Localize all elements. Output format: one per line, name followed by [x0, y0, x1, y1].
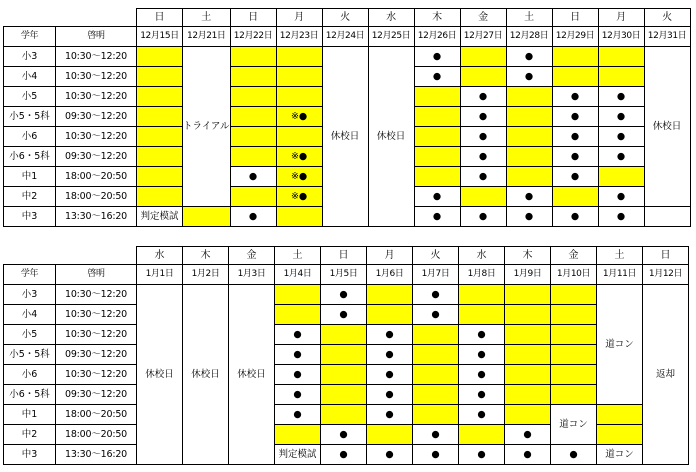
class-dot: ● — [552, 147, 598, 167]
schedule-cell — [230, 107, 276, 127]
grade-header: 学年 — [4, 265, 56, 285]
schedule-cell — [137, 87, 183, 107]
weekday-cell: 土 — [597, 247, 643, 265]
date-cell: 12月23日 — [276, 27, 322, 47]
weekday-cell: 木 — [505, 247, 551, 265]
closed-day-cell: 休校日 — [229, 285, 275, 465]
dokon-exam-cell: 道コン — [551, 405, 597, 445]
class-dot: ● — [460, 107, 506, 127]
class-dot: ● — [275, 405, 321, 425]
grade-cell: 小5・5科 — [4, 107, 56, 127]
special-class-cell: ※● — [276, 187, 322, 207]
class-dot: ● — [552, 127, 598, 147]
grade-cell: 小6・5科 — [4, 385, 56, 405]
class-dot: ● — [230, 167, 276, 187]
grade-cell: 小6・5科 — [4, 147, 56, 167]
schedule-cell — [598, 47, 644, 67]
schedule-cell — [505, 385, 551, 405]
january-schedule-table — [3, 246, 689, 465]
time-cell: 10:30～12:20 — [56, 365, 137, 385]
grade-header: 学年 — [4, 27, 56, 47]
schedule-cell — [505, 305, 551, 325]
table-row — [4, 345, 689, 365]
december-schedule-table — [3, 8, 691, 227]
schedule-cell — [230, 127, 276, 147]
weekday-cell: 金 — [551, 247, 597, 265]
class-dot: ● — [414, 47, 460, 67]
schedule-cell — [321, 365, 367, 385]
class-dot: ● — [460, 127, 506, 147]
weekday-cell: 火 — [644, 9, 690, 27]
schedule-cell — [460, 187, 506, 207]
closed-day-cell: 休校日 — [322, 47, 368, 227]
weekday-cell: 木 — [183, 247, 229, 265]
closed-day-cell: 休校日 — [644, 47, 690, 207]
grade-cell: 小4 — [4, 305, 56, 325]
weekday-cell: 土 — [506, 9, 552, 27]
schedule-cell — [276, 87, 322, 107]
class-dot: ● — [367, 405, 413, 425]
schedule-cell — [137, 67, 183, 87]
weekday-cell: 水 — [459, 247, 505, 265]
grade-cell: 小6 — [4, 127, 56, 147]
schedule-cell — [137, 47, 183, 67]
schedule-cell — [413, 365, 459, 385]
time-cell: 18:00～20:50 — [56, 167, 137, 187]
time-cell: 18:00～20:50 — [56, 187, 137, 207]
dokon-exam-cell: 道コン — [597, 285, 643, 405]
special-class-cell: ※● — [276, 167, 322, 187]
grade-cell: 小3 — [4, 285, 56, 305]
schedule-cell — [460, 47, 506, 67]
time-cell: 10:30～12:20 — [56, 87, 137, 107]
date-cell: 1月11日 — [597, 265, 643, 285]
schedule-cell — [414, 107, 460, 127]
schedule-cell — [552, 47, 598, 67]
schedule-cell — [551, 305, 597, 325]
class-dot: ● — [459, 405, 505, 425]
schedule-cell — [551, 345, 597, 365]
schedule-cell — [321, 325, 367, 345]
schedule-cell — [413, 325, 459, 345]
time-cell: 10:30～12:20 — [56, 67, 137, 87]
class-dot: ● — [321, 305, 367, 325]
schedule-cell — [413, 405, 459, 425]
weekday-cell: 日 — [552, 9, 598, 27]
date-cell: 1月8日 — [459, 265, 505, 285]
grade-cell: 小5・5科 — [4, 345, 56, 365]
exam-cell: 判定模試 — [275, 445, 321, 465]
date-cell: 12月28日 — [506, 27, 552, 47]
grade-cell: 中3 — [4, 207, 56, 227]
time-cell: 09:30～12:20 — [56, 385, 137, 405]
class-dot: ● — [598, 87, 644, 107]
class-dot: ● — [414, 187, 460, 207]
special-class-cell: ※● — [276, 147, 322, 167]
table-row — [4, 365, 689, 385]
class-dot: ● — [367, 345, 413, 365]
class-dot: ● — [598, 207, 644, 227]
class-dot: ● — [598, 187, 644, 207]
class-dot: ● — [552, 167, 598, 187]
class-dot: ● — [414, 67, 460, 87]
class-dot: ● — [367, 325, 413, 345]
weekday-cell: 水 — [137, 247, 183, 265]
schedule-cell — [230, 47, 276, 67]
grade-cell: 小6 — [4, 365, 56, 385]
schedule-cell — [597, 405, 643, 425]
class-dot: ● — [506, 187, 552, 207]
date-cell: 12月30日 — [598, 27, 644, 47]
time-cell: 13:30～16:20 — [56, 445, 137, 465]
date-cell: 1月3日 — [229, 265, 275, 285]
schedule-cell — [414, 87, 460, 107]
schedule-cell — [276, 67, 322, 87]
weekday-cell: 木 — [414, 9, 460, 27]
class-dot: ● — [598, 127, 644, 147]
tryout-cell: トライアル — [183, 47, 231, 207]
date-cell: 1月12日 — [643, 265, 689, 285]
exam-cell: 判定模試 — [137, 207, 183, 227]
schedule-cell — [506, 167, 552, 187]
schedule-cell — [276, 207, 322, 227]
class-dot: ● — [460, 87, 506, 107]
class-dot: ● — [598, 147, 644, 167]
time-cell: 13:30～16:20 — [56, 207, 137, 227]
schedule-cell — [506, 147, 552, 167]
class-dot: ● — [460, 147, 506, 167]
schedule-cell — [505, 285, 551, 305]
schedule-cell — [275, 285, 321, 305]
schedule-cell — [552, 187, 598, 207]
schedule-cell — [459, 425, 505, 445]
schedule-cell — [414, 127, 460, 147]
date-cell: 1月5日 — [321, 265, 367, 285]
date-cell: 12月15日 — [137, 27, 183, 47]
time-header: 啓明 — [56, 265, 137, 285]
schedule-cell — [598, 167, 644, 187]
class-dot: ● — [505, 445, 551, 465]
class-dot: ● — [367, 445, 413, 465]
time-cell: 10:30～12:20 — [56, 305, 137, 325]
return-cell: 返却 — [643, 285, 689, 465]
grade-cell: 中3 — [4, 445, 56, 465]
date-cell: 12月26日 — [414, 27, 460, 47]
class-dot: ● — [230, 207, 276, 227]
class-dot: ● — [413, 425, 459, 445]
time-cell: 09:30～12:20 — [56, 345, 137, 365]
date-cell: 12月21日 — [183, 27, 231, 47]
date-cell: 12月29日 — [552, 27, 598, 47]
schedule-cell — [275, 425, 321, 445]
schedule-cell — [230, 187, 276, 207]
schedule-cell — [597, 425, 643, 445]
table-row — [4, 325, 689, 345]
weekday-cell: 日 — [321, 247, 367, 265]
class-dot: ● — [275, 345, 321, 365]
schedule-cell — [506, 107, 552, 127]
schedule-cell — [413, 345, 459, 365]
time-cell: 10:30～12:20 — [56, 285, 137, 305]
closed-day-cell: 休校日 — [183, 285, 229, 465]
class-dot: ● — [413, 445, 459, 465]
class-dot: ● — [552, 207, 598, 227]
schedule-cell — [321, 345, 367, 365]
class-dot: ● — [505, 425, 551, 445]
class-dot: ● — [459, 365, 505, 385]
class-dot: ● — [598, 107, 644, 127]
schedule-cell — [413, 385, 459, 405]
time-cell: 09:30～12:20 — [56, 107, 137, 127]
class-dot: ● — [459, 445, 505, 465]
class-dot: ● — [459, 345, 505, 365]
schedule-cell — [276, 127, 322, 147]
weekday-cell: 火 — [413, 247, 459, 265]
schedule-cell — [137, 107, 183, 127]
schedule-cell — [551, 385, 597, 405]
class-dot: ● — [275, 325, 321, 345]
weekday-cell: 日 — [137, 9, 183, 27]
date-cell: 1月10日 — [551, 265, 597, 285]
weekday-cell: 水 — [368, 9, 414, 27]
time-cell: 10:30～12:20 — [56, 325, 137, 345]
schedule-cell — [230, 87, 276, 107]
class-dot: ● — [321, 425, 367, 445]
date-cell: 1月1日 — [137, 265, 183, 285]
schedule-cell — [505, 345, 551, 365]
table-row — [4, 305, 689, 325]
schedule-cell — [230, 147, 276, 167]
date-row — [4, 27, 691, 47]
class-dot: ● — [551, 445, 597, 465]
weekday-row — [4, 247, 689, 265]
table-row — [4, 47, 691, 67]
schedule-cell — [460, 67, 506, 87]
class-dot: ● — [552, 107, 598, 127]
grade-cell: 小3 — [4, 47, 56, 67]
time-cell: 09:30～12:20 — [56, 147, 137, 167]
schedule-cell — [551, 285, 597, 305]
class-dot: ● — [506, 207, 552, 227]
schedule-cell — [276, 47, 322, 67]
dokon-exam-cell: 道コン — [597, 445, 643, 465]
date-row — [4, 265, 689, 285]
schedule-cell — [552, 67, 598, 87]
class-dot: ● — [459, 385, 505, 405]
date-cell: 12月31日 — [644, 27, 690, 47]
time-cell: 18:00～20:50 — [56, 405, 137, 425]
class-dot: ● — [367, 385, 413, 405]
class-dot: ● — [414, 207, 460, 227]
class-dot: ● — [413, 285, 459, 305]
schedule-cell — [598, 67, 644, 87]
grade-cell: 中2 — [4, 187, 56, 207]
schedule-cell — [506, 127, 552, 147]
schedule-cell — [367, 305, 413, 325]
schedule-cell — [321, 385, 367, 405]
schedule-cell — [183, 207, 231, 227]
table-row — [4, 405, 689, 425]
class-dot: ● — [506, 47, 552, 67]
date-cell: 1月4日 — [275, 265, 321, 285]
schedule-cell — [506, 87, 552, 107]
time-cell: 10:30～12:20 — [56, 47, 137, 67]
grade-cell: 小5 — [4, 87, 56, 107]
weekday-cell: 金 — [229, 247, 275, 265]
schedule-cell — [459, 305, 505, 325]
weekday-cell: 日 — [230, 9, 276, 27]
schedule-cell — [275, 305, 321, 325]
grade-cell: 小5 — [4, 325, 56, 345]
schedule-cell — [414, 147, 460, 167]
class-dot: ● — [506, 67, 552, 87]
schedule-cell — [137, 147, 183, 167]
table-row — [4, 385, 689, 405]
table-row — [4, 445, 689, 465]
schedule-cell — [551, 325, 597, 345]
schedule-cell — [137, 167, 183, 187]
class-dot: ● — [367, 365, 413, 385]
schedule-cell — [505, 325, 551, 345]
grade-cell: 中2 — [4, 425, 56, 445]
date-cell: 12月25日 — [368, 27, 414, 47]
class-dot: ● — [413, 305, 459, 325]
time-cell: 18:00～20:50 — [56, 425, 137, 445]
date-cell: 1月2日 — [183, 265, 229, 285]
class-dot: ● — [275, 385, 321, 405]
class-dot: ● — [459, 325, 505, 345]
special-class-cell: ※● — [276, 107, 322, 127]
schedule-cell — [505, 365, 551, 385]
schedule-cell — [367, 285, 413, 305]
class-dot: ● — [552, 87, 598, 107]
schedule-cell — [459, 285, 505, 305]
schedule-cell — [137, 127, 183, 147]
weekday-cell: 月 — [276, 9, 322, 27]
schedule-cell — [414, 167, 460, 187]
grade-cell: 中1 — [4, 167, 56, 187]
schedule-cell — [505, 405, 551, 425]
closed-day-cell: 休校日 — [137, 285, 183, 465]
date-cell: 12月24日 — [322, 27, 368, 47]
class-dot: ● — [460, 167, 506, 187]
schedule-cell — [367, 425, 413, 445]
class-dot: ● — [460, 207, 506, 227]
weekday-cell: 火 — [322, 9, 368, 27]
time-cell: 10:30～12:20 — [56, 127, 137, 147]
class-dot: ● — [321, 285, 367, 305]
closed-day-cell: 休校日 — [368, 47, 414, 227]
schedule-cell — [230, 67, 276, 87]
weekday-row — [4, 9, 691, 27]
grade-cell: 中1 — [4, 405, 56, 425]
class-dot: ● — [321, 445, 367, 465]
weekday-cell: 日 — [643, 247, 689, 265]
weekday-cell: 月 — [367, 247, 413, 265]
weekday-cell: 土 — [275, 247, 321, 265]
table-row — [4, 285, 689, 305]
date-cell: 12月27日 — [460, 27, 506, 47]
weekday-cell: 土 — [183, 9, 231, 27]
empty-cell — [644, 207, 690, 227]
class-dot: ● — [275, 365, 321, 385]
weekday-cell: 金 — [460, 9, 506, 27]
date-cell: 1月7日 — [413, 265, 459, 285]
date-cell: 1月9日 — [505, 265, 551, 285]
time-header: 啓明 — [56, 27, 137, 47]
weekday-cell: 月 — [598, 9, 644, 27]
date-cell: 12月22日 — [230, 27, 276, 47]
date-cell: 1月6日 — [367, 265, 413, 285]
grade-cell: 小4 — [4, 67, 56, 87]
schedule-cell — [321, 405, 367, 425]
schedule-cell — [137, 187, 183, 207]
schedule-cell — [551, 365, 597, 385]
